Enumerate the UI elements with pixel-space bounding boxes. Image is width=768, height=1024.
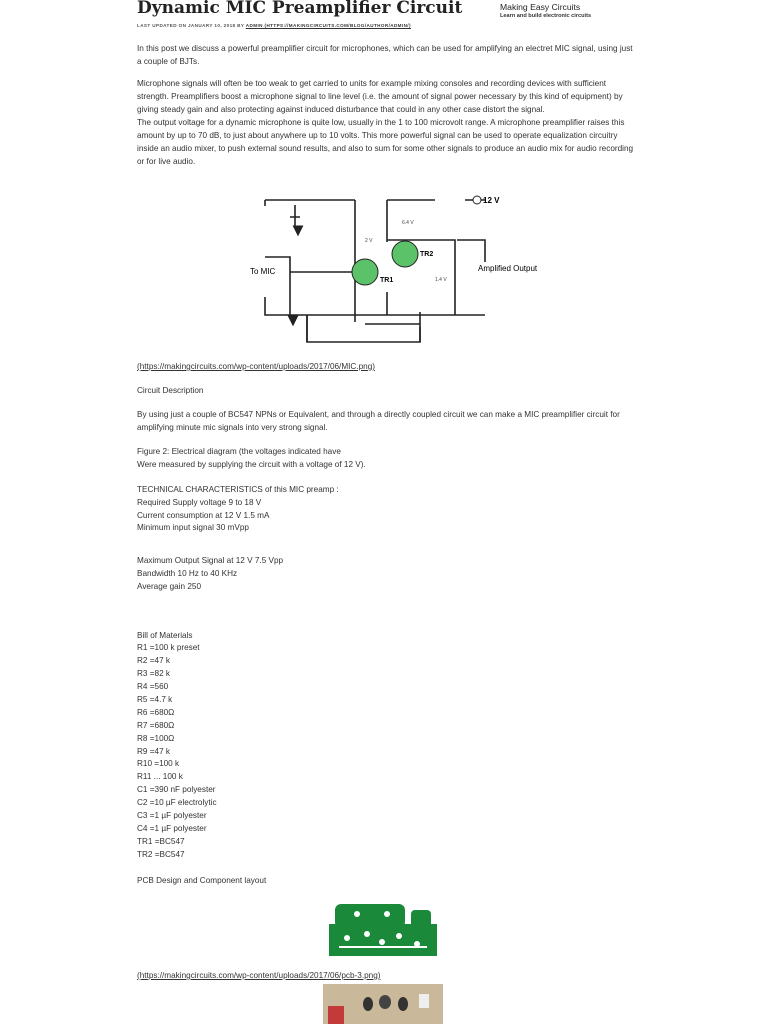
tr2-label: TR2	[420, 251, 434, 258]
paragraph-3: The output voltage for a dynamic microphone is quite low, usually in the 1 to 100 microvolt range. A microphone preamplifier raises this amount by up to 70 dB, to just about anywhere up to 10 volts. This more powerful signal can be used to operate equalization circuitry inside an audio mixer, to push external sound results, and also to sum for some other signals to produce an audio mix for audio recording or for live audio.	[137, 118, 634, 166]
bom-item: R9 =47 k	[137, 746, 170, 756]
tech-line: Bandwidth 10 Hz to 40 KHz	[137, 569, 238, 578]
bom-item: R7 =680Ω	[137, 720, 175, 730]
bom-item: TR1 =BC547	[137, 837, 185, 847]
paragraph-4: By using just a couple of BC547 NPNs or Equivalent, and through a directly coupled circuit we can make a MIC preamplifier circuit for amplifying minute mic signals into very strong signal.	[137, 410, 620, 432]
tech-line: Required Supply voltage 9 to 18 V	[137, 498, 262, 507]
pcb-heading: PCB Design and Component layout	[137, 876, 267, 885]
figure-line: Were measured by supplying the circuit with a voltage of 12 V).	[137, 460, 366, 469]
tr1-label: TR1	[380, 277, 394, 284]
to-mic-label: To MIC	[250, 267, 276, 276]
bom-item: TR2 =BC547	[137, 850, 185, 859]
bom-item: R1 =100 k preset	[137, 643, 200, 652]
bom-item: R11 ... 100 k	[137, 772, 183, 782]
voltage-label: 2 V	[365, 238, 373, 244]
intro-paragraph: In this post we discuss a powerful preamplifier circuit for microphones, which can be used for amplifying an electret MIC signal, using just a couple of BJTs.	[137, 44, 633, 66]
pcb-image-link[interactable]: (https://makingcircuits.com/wp-content/uploads/2017/06/pcb-3.png)	[137, 971, 381, 980]
tech-line: Maximum Output Signal at 12 V 7.5 Vpp	[137, 556, 284, 565]
page-title: Dynamic MIC Preamplifier Circuit	[137, 0, 463, 18]
bom-item: R3 =82 k	[137, 668, 170, 678]
bom-item: R8 =100Ω	[137, 733, 175, 743]
site-tagline: Learn and build electronic circuits	[500, 13, 592, 19]
post-meta	[137, 23, 411, 28]
bom-item: R4 =560	[137, 681, 169, 691]
voltage-label: 6.4 V	[402, 220, 414, 226]
bom-item: C3 =1 µF polyester	[137, 811, 207, 821]
pcb-image[interactable]	[327, 898, 439, 960]
bom-list	[137, 642, 637, 862]
component-photo[interactable]	[323, 984, 443, 1024]
bom-item: R6 =680Ω	[137, 707, 175, 717]
circuit-description-heading: Circuit Description	[137, 386, 204, 395]
bom-item: R10 =100 k	[137, 759, 180, 769]
tr1-transistor	[352, 259, 378, 285]
tech-line: TECHNICAL CHARACTERISTICS of this MIC preamp :	[137, 485, 339, 494]
supply-label: 12 V	[483, 196, 500, 205]
paragraph-2: Microphone signals will often be too weak to get carried to units for example mixing consoles and recording devices with sufficient strength. Preamplifiers boost a microphone signal to line level (i.e. the amount of signal power necessary by this kind of equipment) by giving steady gain and also protecting against induced disturbance that could in any other case distort the signal.	[137, 79, 623, 114]
author-link[interactable]: ADMIN (HTTPS://MAKINGCIRCUITS.COM/BLOG/AUTHOR/ADMIN/)	[245, 23, 411, 28]
tech-line: Average gain 250	[137, 582, 202, 591]
meta-date: LAST UPDATED ON JANUARY 10, 2018 BY	[137, 23, 245, 28]
output-label: Amplified Output	[478, 264, 538, 273]
tech-line: Minimum input signal 30 mVpp	[137, 523, 249, 532]
site-name[interactable]: Making Easy Circuits	[500, 2, 581, 12]
figure-line: Figure 2: Electrical diagram (the voltages indicated have	[137, 447, 341, 456]
bom-heading: Bill of Materials	[137, 631, 193, 640]
circuit-diagram[interactable]	[245, 182, 538, 352]
bom-item: R2 =47 k	[137, 655, 170, 665]
bom-item: C1 =390 nF polyester	[137, 785, 216, 795]
bom-item: C2 =10 µF electrolytic	[137, 798, 217, 808]
circuit-image-link[interactable]: (https://makingcircuits.com/wp-content/uploads/2017/06/MIC.png)	[137, 362, 376, 371]
bom-item: C4 =1 µF polyester	[137, 824, 207, 834]
tr2-transistor	[392, 241, 418, 267]
tech-line: Current consumption at 12 V 1.5 mA	[137, 511, 270, 520]
bom-item: R5 =4.7 k	[137, 694, 173, 704]
voltage-label: 1.4 V	[435, 277, 447, 283]
